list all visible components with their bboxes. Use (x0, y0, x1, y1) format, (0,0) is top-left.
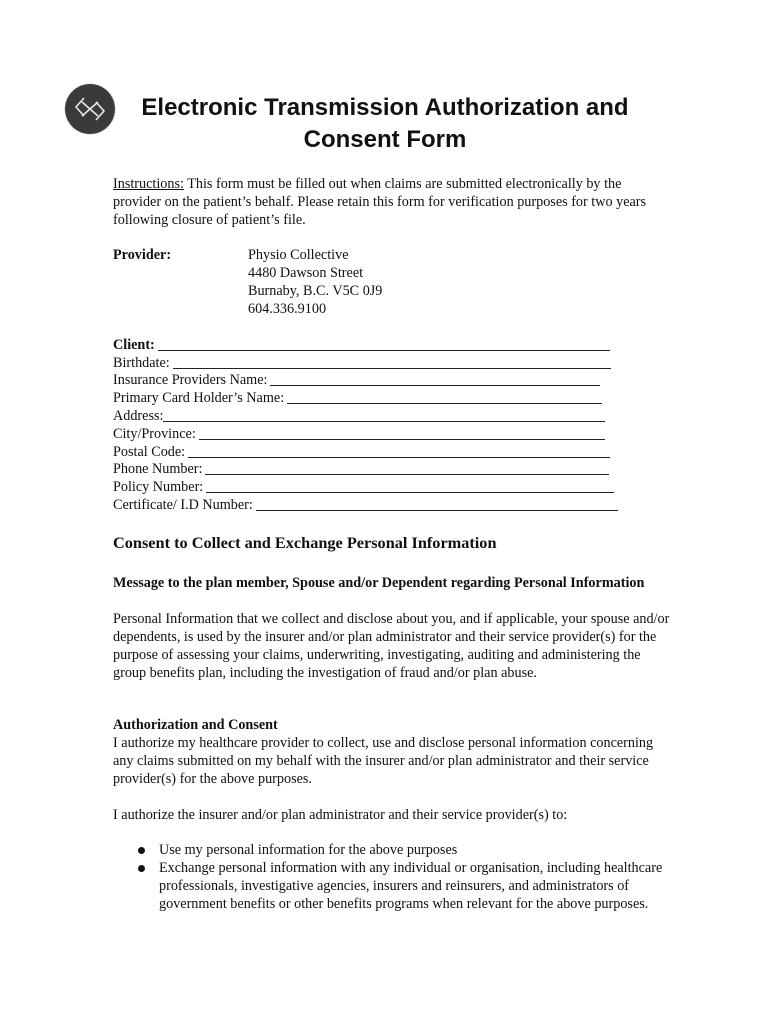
policy-number-label: Policy Number: (113, 479, 204, 496)
postal-code-line[interactable] (188, 457, 610, 458)
phone-number-label: Phone Number: (113, 461, 203, 478)
city-province-label: City/Province: (113, 425, 196, 442)
provider-phone: 604.336.9100 (248, 301, 327, 317)
instructions-text: This form must be filled out when claims are submitted electronically by the provider on the patient’s behalf. Please retain this form for verification purposes for two years following closure of patient’s file. (113, 176, 647, 228)
authorization-list (113, 841, 673, 913)
address-field[interactable] (113, 407, 633, 425)
postal-code-field[interactable] (113, 443, 633, 461)
city-province-field[interactable] (113, 425, 633, 443)
message-text: Personal Information that we collect and disclose about you, and if applicable, your spouse and/or dependents, is used by the insurer and/or plan administrator and their service provider(s) for the purpose of assessing your claims, underwriting, investigating, auditing and administering the group benefits plan, including the investigation of fraud and/or plan abuse. (113, 611, 670, 681)
client-line[interactable] (158, 350, 610, 351)
certificate-id-field[interactable] (113, 496, 633, 514)
bullet-icon (138, 865, 145, 872)
provider-label: Provider: (113, 247, 172, 263)
authorization-text: I authorize my healthcare provider to collect, use and disclose personal information concerning any claims submitted on my behalf with the insurer and/or plan administrator and their service provider(s) for the above purposes. (113, 735, 654, 787)
client-label: Client: (113, 336, 155, 353)
certificate-id-line[interactable] (256, 510, 618, 511)
list-item (113, 841, 673, 859)
birthdate-label: Birthdate: (113, 354, 170, 371)
page-title (120, 92, 650, 156)
address-line[interactable] (163, 421, 605, 422)
title-line-2: Consent Form (303, 126, 467, 153)
bullet-text: Exchange personal information with any individual or organisation, including healthcare professionals, investigative agencies, insurers and reinsurers, and administrators of government benefits or other benefits programs when relevant for the above purposes. (159, 860, 663, 912)
birthdate-line[interactable] (173, 368, 611, 369)
message-heading: Message to the plan member, Spouse and/or Dependent regarding Personal Information (113, 575, 645, 591)
phone-number-field[interactable] (113, 461, 633, 479)
client-field[interactable] (113, 336, 633, 354)
address-label: Address: (113, 407, 164, 424)
bullet-icon (138, 847, 145, 854)
provider-name: Physio Collective (248, 247, 349, 263)
provider-address (248, 246, 382, 318)
card-holder-field[interactable] (113, 389, 633, 407)
policy-number-line[interactable] (206, 492, 614, 493)
postal-code-label: Postal Code: (113, 443, 186, 460)
instructions-label: Instructions: (113, 176, 184, 192)
bullet-text: Use my personal information for the above purposes (159, 842, 458, 858)
city-province-line[interactable] (199, 439, 605, 440)
phone-number-line[interactable] (205, 474, 609, 475)
authorization-text-2: I authorize the insurer and/or plan administrator and their service provider(s) to: (113, 807, 568, 823)
insurance-provider-label: Insurance Providers Name: (113, 372, 268, 389)
policy-number-field[interactable] (113, 478, 633, 496)
client-info-fields (113, 336, 633, 514)
insurance-provider-line[interactable] (270, 385, 600, 386)
authorization-heading: Authorization and Consent (113, 717, 278, 733)
card-holder-label: Primary Card Holder’s Name: (113, 390, 285, 407)
card-holder-line[interactable] (287, 403, 602, 404)
insurance-provider-field[interactable] (113, 372, 633, 390)
certificate-id-label: Certificate/ I.D Number: (113, 496, 253, 513)
provider-street: 4480 Dawson Street (248, 265, 364, 281)
birthdate-field[interactable] (113, 354, 633, 372)
consent-heading: Consent to Collect and Exchange Personal Information (113, 533, 497, 552)
list-item (113, 859, 673, 913)
instructions (113, 175, 673, 229)
provider-city: Burnaby, B.C. V5C 0J9 (248, 283, 383, 299)
physio-collective-logo-icon (64, 83, 116, 135)
title-line-1: Electronic Transmission Authorization and (141, 94, 629, 121)
